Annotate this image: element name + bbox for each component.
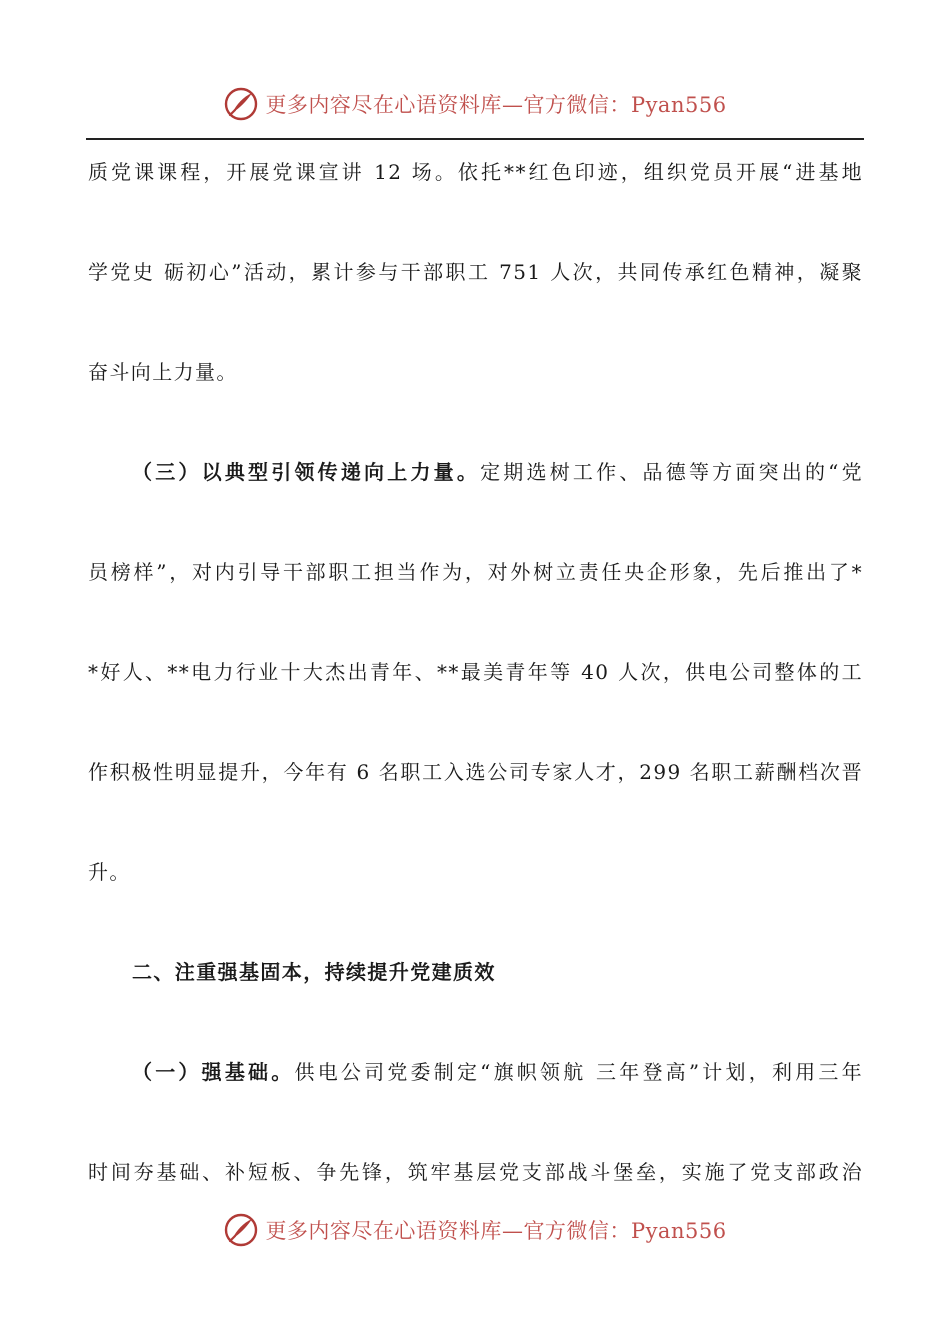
paragraph-line bbox=[88, 1046, 863, 1146]
banner-main-text: 更多内容尽在心语资料库 bbox=[265, 93, 502, 117]
banner-wechat-label: 官方微信： bbox=[523, 93, 631, 117]
paragraph-line: 质党课课程，开展党课宣讲 12 场。依托**红色印迹，组织党员开展“进基地 bbox=[88, 160, 863, 184]
banner-main-text: 更多内容尽在心语资料库 bbox=[265, 1219, 502, 1243]
document-body bbox=[88, 146, 863, 1246]
paragraph-line: 升。 bbox=[88, 860, 131, 884]
banner-separator: — bbox=[501, 1219, 524, 1243]
paragraph-line: 作积极性明显提升，今年有 6 名职工入选公司专家人才，299 名职工薪酬档次晋 bbox=[88, 760, 863, 784]
paragraph-text: 供电公司党委制定“旗帜领航 三年登高”计划，利用三年 bbox=[294, 1060, 863, 1084]
paragraph-line: 时间夯基础、补短板、争先锋，筑牢基层党支部战斗堡垒，实施了党支部政治 bbox=[88, 1160, 863, 1184]
footer-banner bbox=[0, 1208, 950, 1252]
quill-logo-icon bbox=[223, 86, 259, 122]
paragraph-line: 奋斗向上力量。 bbox=[88, 360, 238, 384]
paragraph-line: *好人、**电力行业十大杰出青年、**最美青年等 40 人次，供电公司整体的工 bbox=[88, 660, 863, 684]
banner-wechat-label: 官方微信： bbox=[523, 1219, 631, 1243]
paragraph-line: 员榜样”，对内引导干部职工担当作为，对外树立责任央企形象，先后推出了* bbox=[88, 560, 863, 584]
quill-logo-icon bbox=[223, 1212, 259, 1248]
banner-wechat-id: Pyan556 bbox=[630, 93, 727, 117]
paragraph-line bbox=[88, 446, 863, 546]
banner-text bbox=[265, 89, 726, 119]
section-heading: 二、注重强基固本，持续提升党建质效 bbox=[132, 960, 496, 984]
subsection-heading: （一）强基础。 bbox=[132, 1060, 295, 1084]
header-divider bbox=[86, 138, 864, 140]
banner-wechat-id: Pyan556 bbox=[630, 1219, 727, 1243]
banner-text bbox=[265, 1215, 726, 1245]
subsection-heading: （三）以典型引领传递向上力量。 bbox=[132, 460, 481, 484]
paragraph-line: 学党史 砺初心”活动，累计参与干部职工 751 人次，共同传承红色精神，凝聚 bbox=[88, 260, 863, 284]
banner-separator: — bbox=[501, 93, 524, 117]
paragraph-text: 定期选树工作、品德等方面突出的“党 bbox=[480, 460, 863, 484]
header-banner bbox=[0, 82, 950, 126]
